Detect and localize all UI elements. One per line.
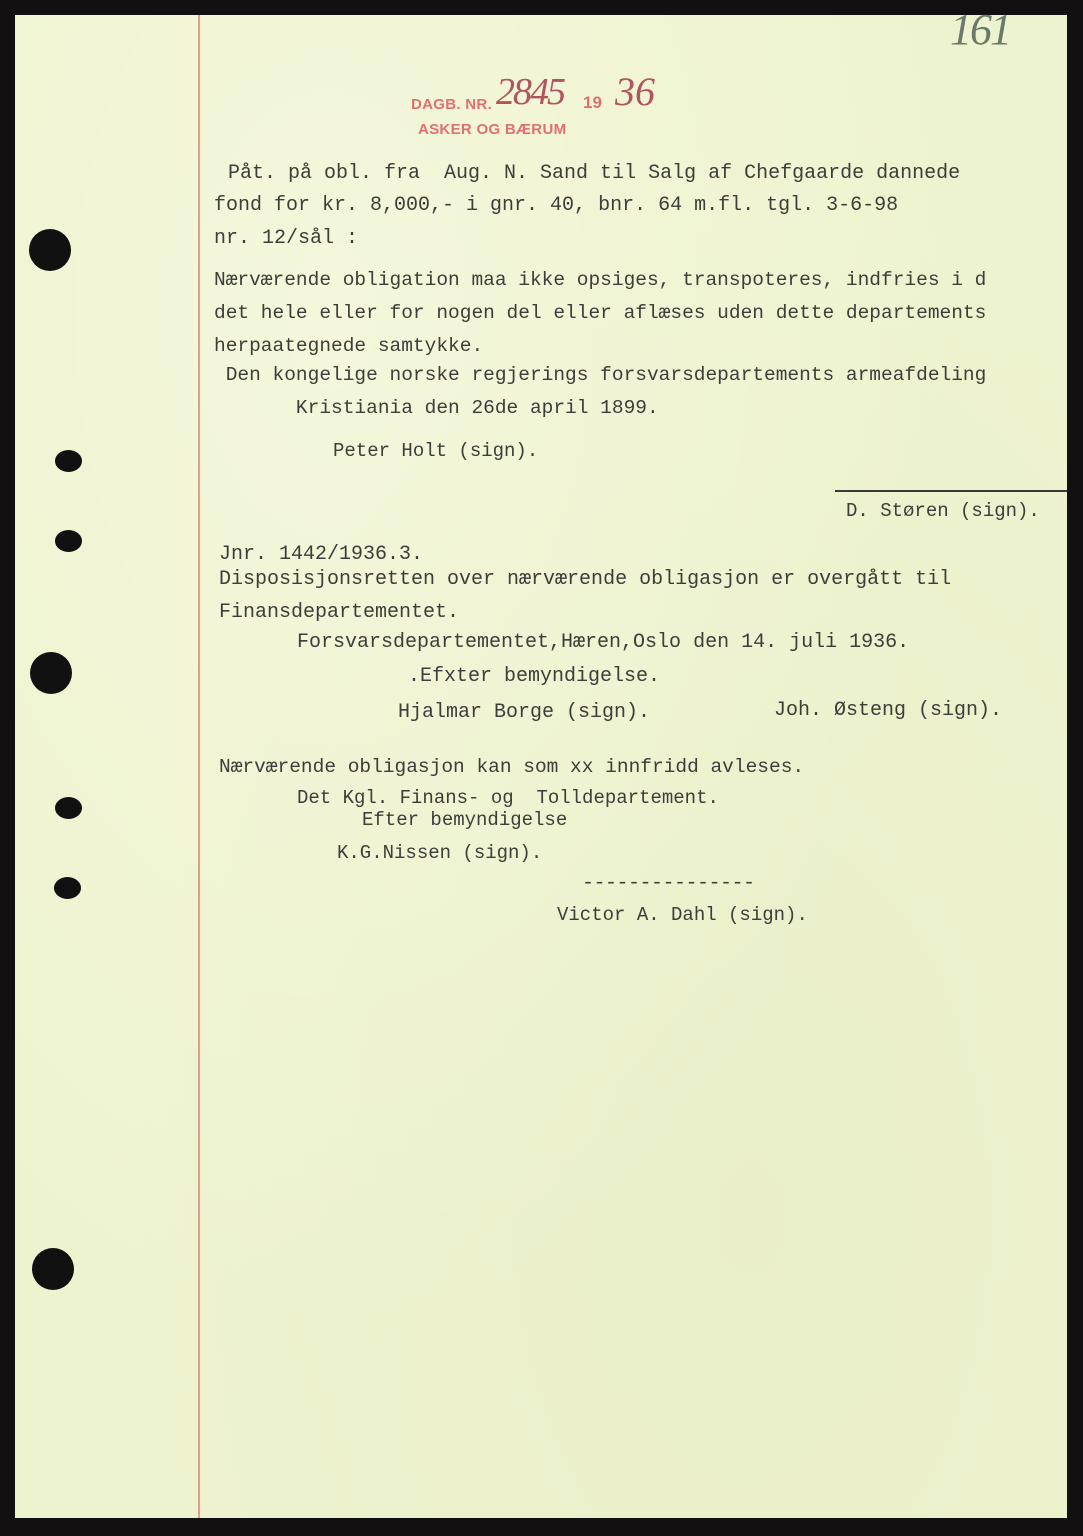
header-line: nr. 12/sål : xyxy=(214,227,359,250)
binder-hole-icon xyxy=(55,450,82,472)
place-date: Forsvarsdepartementet,Hæren,Oslo den 14. juli 1936. xyxy=(297,631,910,654)
body-line: Finansdepartementet. xyxy=(219,601,460,624)
stamp-handwritten-number: 2845 xyxy=(496,71,564,113)
binder-hole-icon xyxy=(30,652,72,694)
authority: .Efxter bemyndigelse. xyxy=(408,665,661,688)
body-line: det hele eller for nogen del eller aflæses uden dette departements xyxy=(214,302,987,324)
stamp-place: ASKER OG BÆRUM xyxy=(418,121,567,138)
signature: Peter Holt (sign). xyxy=(333,440,539,462)
stamp-year-prefix: 19 xyxy=(583,93,602,112)
body-line: Den kongelige norske regjerings forsvarsdepartements armeafdeling xyxy=(214,364,987,386)
signature: K.G.Nissen (sign). xyxy=(337,842,543,864)
binder-hole-icon xyxy=(32,1248,74,1290)
signature: D. Støren (sign). xyxy=(846,500,1040,522)
margin-line xyxy=(198,15,200,1518)
header-line: Påt. på obl. fra Aug. N. Sand til Salg af Chefgaarde dannede xyxy=(228,162,961,185)
stamp-handwritten-year: 36 xyxy=(615,69,655,114)
signature: Joh. Østeng (sign). xyxy=(774,699,1003,722)
authority: Efter bemyndigelse xyxy=(362,809,568,831)
binder-hole-icon xyxy=(29,229,71,271)
body-line: Disposisjonsretten over nærværende obligasjon er overgått til xyxy=(219,568,952,591)
stamp-label: DAGB. NR. xyxy=(411,96,493,113)
binder-hole-icon xyxy=(54,877,81,899)
separator: --------------- xyxy=(582,872,755,895)
header-line: fond for kr. 8,000,- i gnr. 40, bnr. 64 m.fl. tgl. 3-6-98 xyxy=(214,194,899,217)
journal-number: Jnr. 1442/1936.3. xyxy=(219,543,424,566)
binder-hole-icon xyxy=(55,530,82,552)
statement: Nærværende obligasjon kan som xx innfridd avleses. xyxy=(219,756,805,778)
signature: Victor A. Dahl (sign). xyxy=(557,904,808,926)
page-number: 161 xyxy=(950,5,1010,54)
body-line: Nærværende obligation maa ikke opsiges, transpoteres, indfries i d xyxy=(214,269,987,291)
body-line: Kristiania den 26de april 1899. xyxy=(214,397,659,419)
binder-hole-icon xyxy=(55,797,82,819)
body-line: herpaategnede samtykke. xyxy=(214,335,484,357)
signature: Hjalmar Borge (sign). xyxy=(398,701,651,724)
signature-rule xyxy=(835,490,1067,492)
department: Det Kgl. Finans- og Tolldepartement. xyxy=(297,787,719,809)
